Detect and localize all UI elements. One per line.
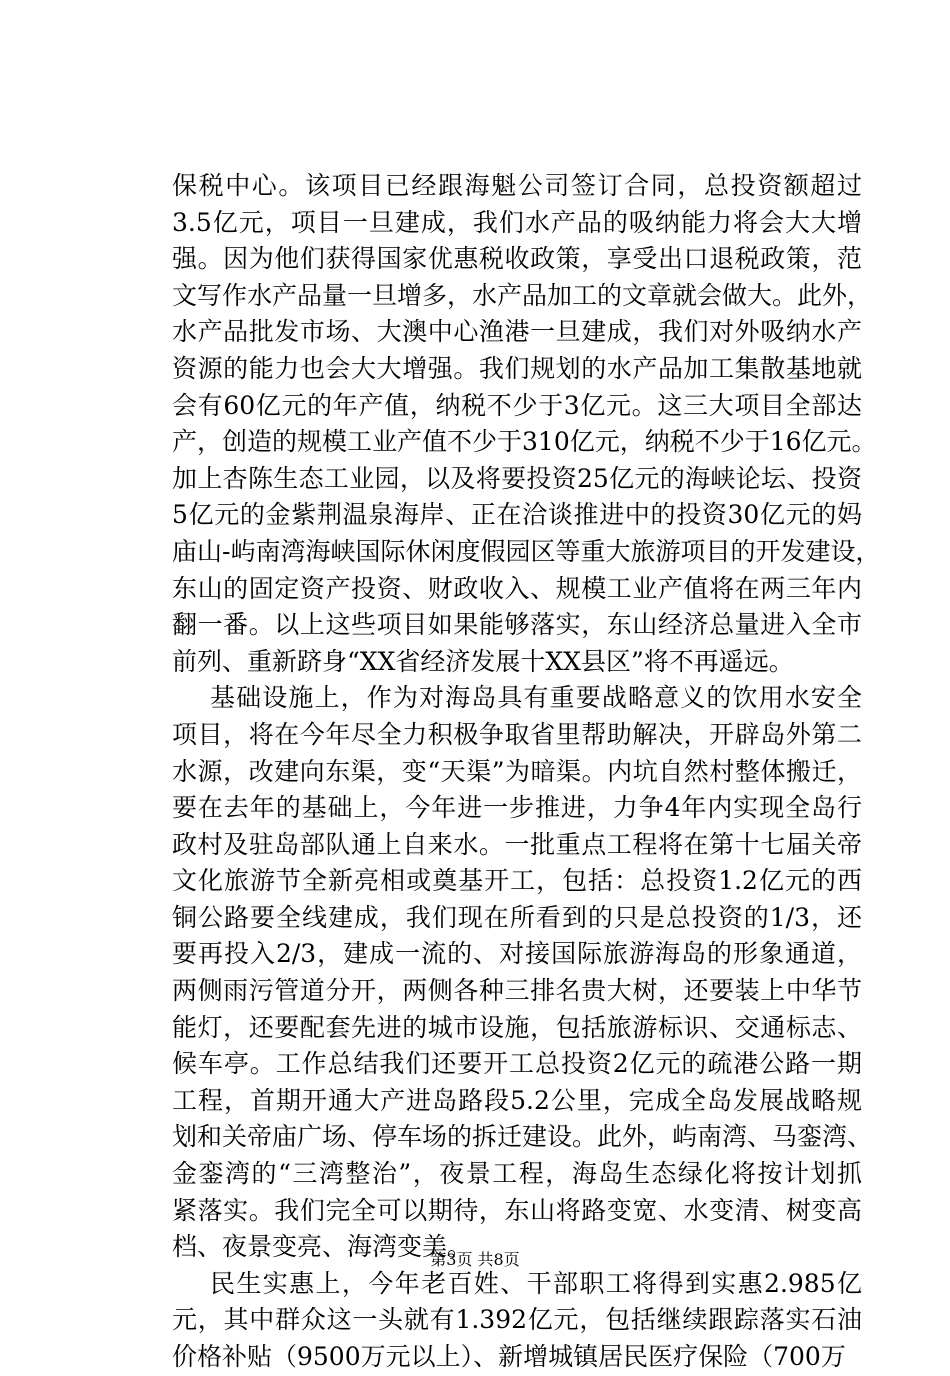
text-line: 庙山-屿南湾海峡国际休闲度假园区等重大旅游项目的开发建设， — [172, 536, 881, 566]
text-line: 要再投入2/3，建成一流的、对接国际旅游海岛的形象通道， — [172, 939, 862, 969]
text-line: 会有60亿元的年产值，纳税不少于3亿元。这三大项目全部达 — [172, 390, 862, 420]
text-line: 加上杏陈生态工业园，以及将要投资25亿元的海峡论坛、投资 — [172, 463, 862, 493]
text-line: 政村及驻岛部队通上自来水。一批重点工程将在第十七届关帝 — [172, 829, 862, 859]
text-line: 划和关帝庙广场、停车场的拆迁建设。此外，屿南湾、马銮湾、 — [172, 1122, 873, 1152]
text-line: 文写作水产品量一旦增多，水产品加工的文章就会做大。此外， — [172, 280, 873, 310]
text-line: 文化旅游节全新亮相或奠基开工，包括：总投资1.2亿元的西 — [172, 866, 862, 896]
paragraph — [172, 680, 873, 1266]
text-line: 3.5亿元，项目一旦建成，我们水产品的吸纳能力将会大大增 — [172, 207, 862, 237]
text-line: 基础设施上，作为对海岛具有重要战略意义的饮用水安全 — [210, 683, 862, 713]
text-line: 前列、重新跻身“XX省经济发展十XX县区”将不再遥远。 — [172, 646, 794, 676]
text-line: 资源的能力也会大大增强。我们规划的水产品加工集散基地就 — [172, 353, 862, 383]
text-line: 要在去年的基础上，今年进一步推进，力争4年内实现全岛行 — [172, 793, 862, 823]
text-line: 东山的固定资产投资、财政收入、规模工业产值将在两三年内 — [172, 573, 862, 603]
text-line: 能灯，还要配套先进的城市设施，包括旅游标识、交通标志、 — [172, 1012, 862, 1042]
text-line: 工程，首期开通大产进岛路段5.2公里，完成全岛发展战略规 — [172, 1085, 862, 1115]
text-line: 价格补贴（9500万元以上）、新增城镇居民医疗保险（700万 — [172, 1342, 846, 1371]
text-line: 水产品批发市场、大澳中心渔港一旦建成，我们对外吸纳水产 — [172, 317, 862, 347]
text-line: 两侧雨污管道分开，两侧各种三排名贵大树，还要装上中华节 — [172, 976, 862, 1006]
page-footer: 第3页 共8页 — [430, 1250, 520, 1269]
text-line: 档、夜景变亮、海湾变美。 — [172, 1232, 473, 1262]
paragraph — [172, 1266, 862, 1376]
text-line: 金銮湾的“三湾整治”，夜景工程，海岛生态绿化将按计划抓 — [172, 1159, 862, 1189]
text-line: 翻一番。以上这些项目如果能够落实，东山经济总量进入全市 — [172, 610, 862, 640]
text-line: 水源，改建向东渠，变“天渠”为暗渠。内坑自然村整体搬迁， — [172, 756, 862, 786]
text-line: 保税中心。该项目已经跟海魁公司签订合同，总投资额超过 — [172, 171, 862, 200]
text-line: 紧落实。我们完全可以期待，东山将路变宽、水变清、树变高 — [172, 1195, 862, 1225]
text-line: 候车亭。工作总结我们还要开工总投资2亿元的疏港公路一期 — [172, 1049, 862, 1079]
text-line: 项目，将在今年尽全力积极争取省里帮助解决，开辟岛外第二 — [172, 719, 862, 749]
paragraph — [172, 168, 881, 680]
text-line: 元，其中群众这一头就有1.392亿元，包括继续跟踪落实石油 — [172, 1305, 862, 1335]
body-text — [172, 168, 881, 1376]
text-line: 铜公路要全线建成，我们现在所看到的只是总投资的1/3，还 — [172, 902, 862, 932]
text-line: 5亿元的金紫荆温泉海岸、正在洽谈推进中的投资30亿元的妈 — [172, 500, 862, 530]
text-line: 民生实惠上，今年老百姓、干部职工将得到实惠2.985亿 — [210, 1268, 862, 1298]
text-line: 产，创造的规模工业产值不少于310亿元，纳税不少于16亿元。 — [172, 427, 877, 457]
text-line: 强。因为他们获得国家优惠税收政策，享受出口退税政策，范 — [172, 244, 862, 274]
